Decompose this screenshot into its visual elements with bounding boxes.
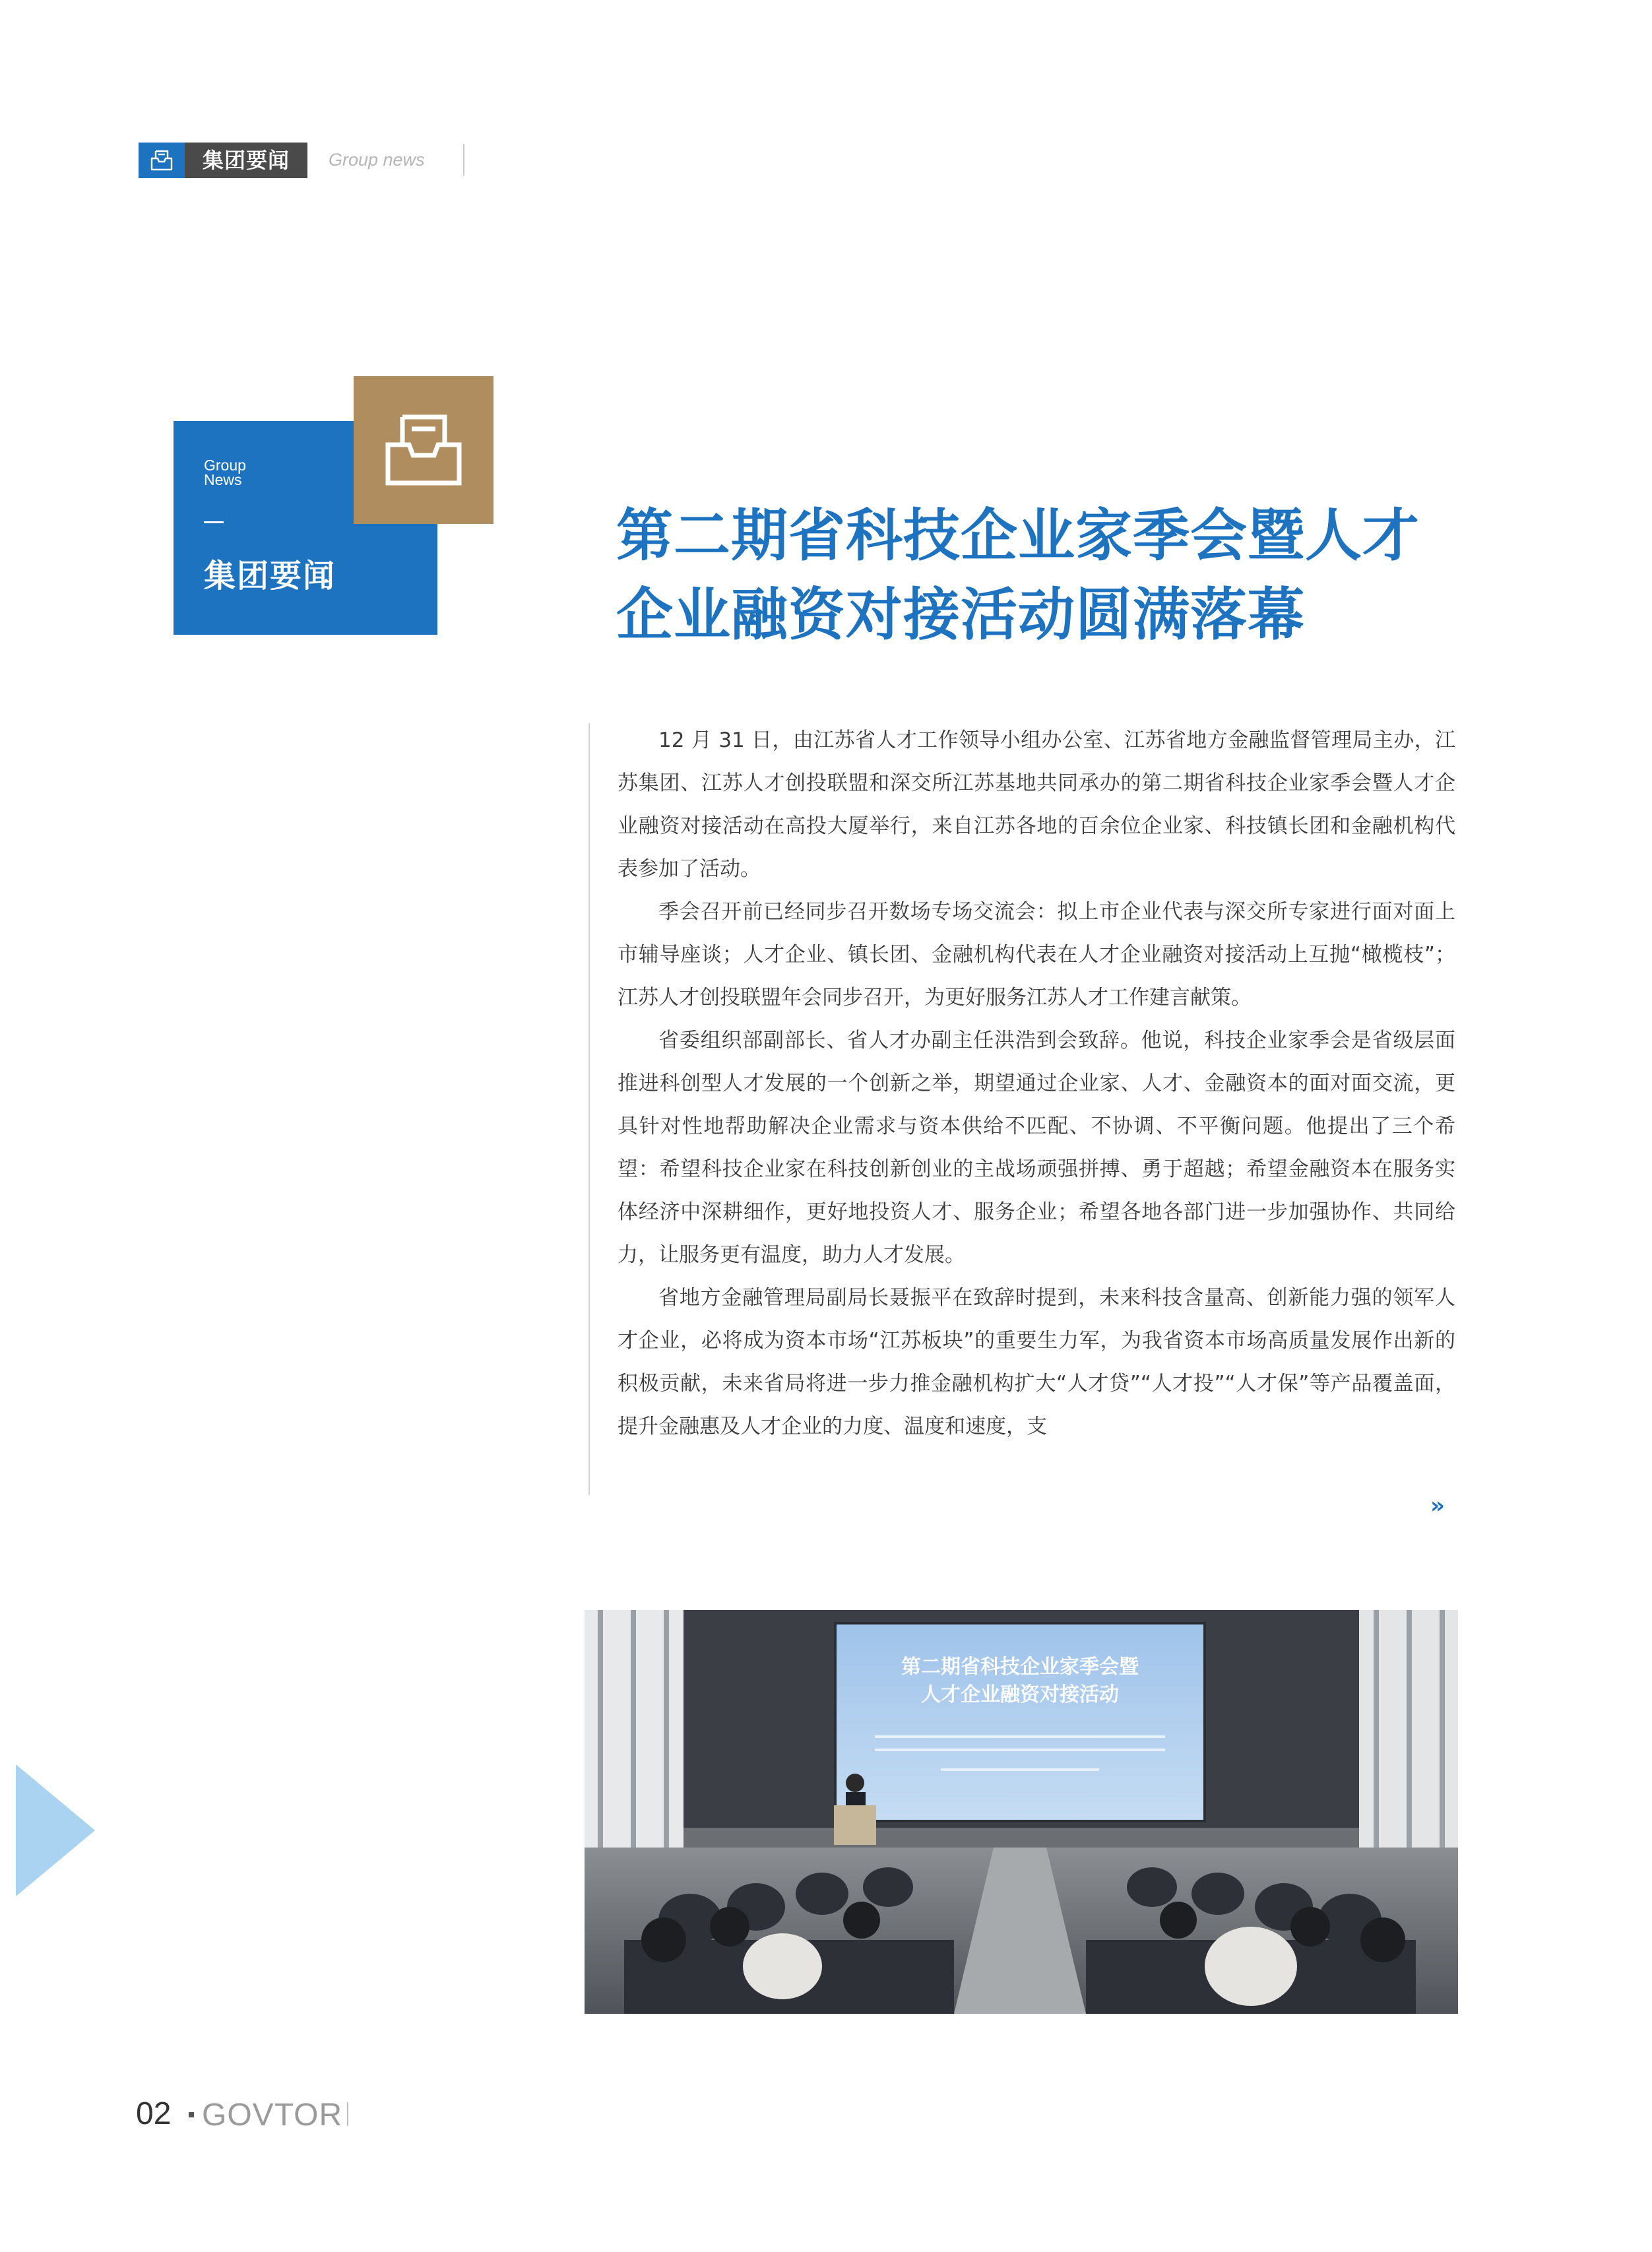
header-subtitle: Group news [329, 150, 425, 170]
event-photo-illustration [585, 1610, 1458, 2014]
article-title-line-1: 第二期省科技企业家季会暨人才 [616, 503, 1420, 569]
article-paragraph: 省委组织部副部长、省人才办副主任洪浩到会致辞。他说，科技企业家季会是省级层面推进科创型人才发展的一个创新之举，期望通过企业家、人才、金融资本的面对面交流，更具针对性地帮助解决企业需求与资本供给不匹配、不协调、不平衡问题。他提出了三个希望：希望科技企业家在科技创新创业的主战场顽强拼搏、勇于超越；希望金融资本在服务实体经济中深耕细作，更好地投资人才、服务企业；希望各地各部门进一步加强协作、共同给力，让服务更有温度，助力人才发展。 [618, 1029, 1455, 1267]
header-icon-box [139, 143, 185, 178]
page-number: 02 [136, 2096, 172, 2131]
event-photo [585, 1610, 1458, 2014]
side-triangle-decoration [16, 1764, 95, 1896]
screen-title-line-1: 第二期省科技企业家季会暨 [901, 1656, 1139, 1679]
screen-title-line-2: 人才企业融资对接活动 [921, 1683, 1119, 1706]
article-body [618, 719, 1455, 1448]
section-divider [204, 521, 224, 523]
continue-icon: » [1430, 1493, 1445, 1519]
footer-brand-logo: GOVTOR [202, 2098, 343, 2133]
header-divider [463, 144, 464, 176]
footer-divider [347, 2102, 348, 2126]
header-title: 集团要闻 [185, 143, 307, 178]
article-title-line-2: 企业融资对接活动圆满落幕 [616, 582, 1305, 648]
section-en-label: Group News [204, 457, 246, 488]
news-icon [150, 150, 173, 171]
article-paragraph: 12 月 31 日，由江苏省人才工作领导小组办公室、江苏省地方金融监督管理局主办，江苏集团、江苏人才创投联盟和深交所江苏基地共同承办的第二期省科技企业家季会暨人才企业融资对接活动在高投大厦举行，来自江苏各地的百余位企业家、科技镇长团和金融机构代表参加了活动。 [618, 728, 1455, 881]
body-side-rule [588, 723, 590, 1495]
section-icon-box [354, 376, 493, 524]
footer-separator-dot [189, 2112, 194, 2117]
article-paragraph: 季会召开前已经同步召开数场专场交流会：拟上市企业代表与深交所专家进行面对面上市辅导座谈；人才企业、镇长团、金融机构代表在人才企业融资对接活动上互抛“橄榄枝”；江苏人才创投联盟年会同步召开，为更好服务江苏人才工作建言献策。 [618, 900, 1455, 1010]
section-zh-label: 集团要闻 [204, 558, 336, 595]
article-paragraph: 省地方金融管理局副局长聂振平在致辞时提到，未来科技含量高、创新能力强的领军人才企业，必将成为资本市场“江苏板块”的重要生力军，为我省资本市场高质量发展作出新的积极贡献，未来省局将进一步力推金融机构扩大“人才贷”“人才投”“人才保”等产品覆盖面，提升金融惠及人才企业的力度、温度和速度，支 [618, 1286, 1455, 1438]
article-title [616, 496, 1474, 655]
news-icon [384, 413, 463, 487]
